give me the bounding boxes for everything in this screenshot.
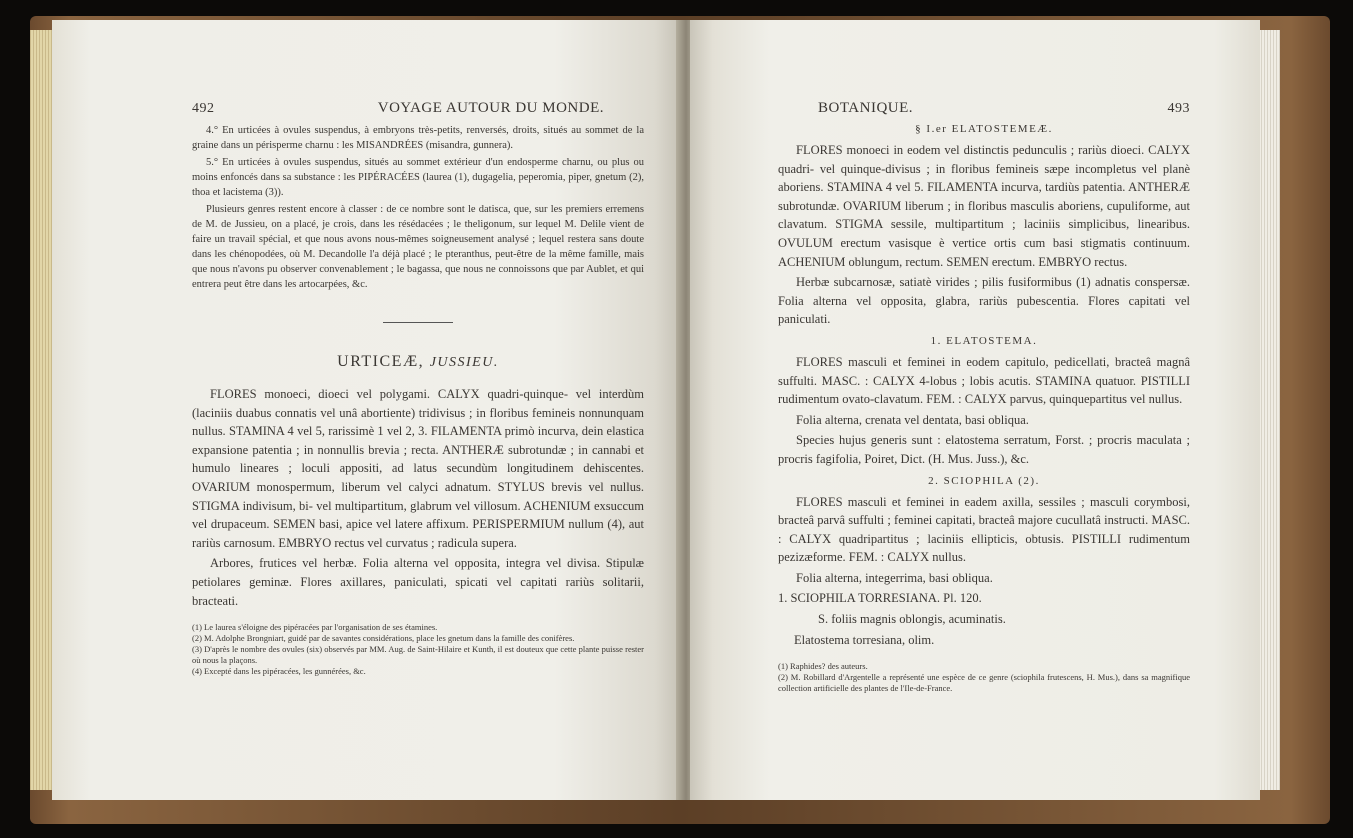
left-page [52,20,680,800]
paragraph: FLORES monoeci, dioeci vel polygami. CALYX quadri-quinque- vel interdùm (laciniis duabus connatis vel unâ abortiente) tridivisus ; in floribus femineis nonnunquam nullus. STAMINA 4 vel 5, rarissimè 1 vel 2, 3. FILAMENTA primò incurva, dein elastica expansione patentia ; in nonnullis brevia ; recta. ANTHERÆ subrotundæ ; in cannabi et humulo lineares ; loculi appositi, ad latus secundùm longitudinem dehiscentes. OVARIUM monospermum, liberum vel calyci adnatum. STYLUS brevis vel nullus. STIGMA indivisum, bi- vel multipartitum, glabrum vel villosum. ACHENIUM exsuccum vel drupaceum. SEMEN basi, apice vel latere affixum. PERISPERMIUM nullum (4), aut rariùs carnosum. EMBRYO rectus vel curvatus ; radicula supera. [192,387,644,550]
paragraph: Species hujus generis sunt : elatostema serratum, Forst. ; procris maculata ; procris fagifolia, Poiret, Dict. (H. Mus. Juss.), &c. [778,433,1190,466]
paragraph: FLORES masculi et feminei in eadem axilla, sessiles ; masculi corymbosi, bracteâ parvâ suffulti ; feminei capitati, bracteâ majore cucullatâ instructi. MASC. : CALYX quadripartitus ; laciniis ellipticis, obtusis. PISTILLI rudimentum pezizæforme. FEM. : CALYX nullus. [778,494,1190,565]
footnote: (2) M. Adolphe Brongniart, guidé par de savantes considérations, place les gnetum dans la famille des conifères. [192,633,575,644]
genus-2-text [778,493,1190,588]
paragraph: Folia alterna, integerrima, basi obliqua. [796,570,993,585]
right-page [690,20,1260,800]
section-divider [383,322,453,323]
paragraph: Herbæ subcarnosæ, satiatè virides ; pilis fusiformibus (1) adnatis conspersæ. Folia alterna vel opposita, glabra, rariùs pubescentia. Flores capitati vel paniculati. [778,275,1190,327]
paragraph: 5.° En urticées à ovules suspendus, situés au sommet extérieur d'un endosperme charnu, ou plus ou moins enfoncés dans sa substance : les PIPÉRACÉES (laurea (1), dugagelia, peperomia, piper, gnetum (2), thoa et lacistema (3)). [192,157,644,198]
section-title: URTICEÆ, [337,353,425,370]
footnote: (1) Raphides? des auteurs. [778,661,868,672]
section-heading [192,353,644,371]
species-line: S. foliis magnis oblongis, acuminatis. [818,612,1006,627]
right-footnotes [778,661,1190,694]
right-page-number: 493 [1167,101,1190,116]
paragraph: Plusieurs genres restent encore à classer : de ce nombre sont le datisca, que, sur les premiers erremens de M. de Jussieu, on a placé, je crois, dans les résédacées ; le theligonum, sur lequel M. Delile vient de faire un travail spécial, et que nous avons nous-mêmes soigneusement analysé ; lequel restera sans doute dans les chénopodées, où M. Decandolle l'a déjà placé ; le pteranthus, peut-être de la même famille, mais que nous n'avons pu observer convenablement ; le bagassa, que nous ne connoissons que par Aublet, et qui entrera peut être dans les artocarpées, &c. [192,204,644,290]
species-line: 1. SCIOPHILA TORRESIANA. Pl. 120. [778,591,982,606]
paragraph: FLORES monoeci in eodem vel distinctis pedunculis ; rariùs dioeci. CALYX quadri- vel quinque-divisus ; in floribus femineis sæpe incompletus vel planè aboriens. STAMINA 4 vel 5. FILAMENTA incurva, tardiùs patentia. ANTHERÆ subrotundæ. OVARIUM liberum ; in floribus masculis aboriens, cupuliforme, aut clavatum. STIGMA sessile, multipartitum ; laciniis simplicibus, linearibus. OVULUM erectum vasisque è vertice ortis cum basi stigmatis continuum. ACHENIUM oblungum, rectum. SEMEN erectum. EMBRYO rectus. [778,143,1190,269]
left-footnotes [192,622,644,677]
page-edges-right [1258,30,1280,790]
genus-1-text [778,353,1190,469]
footnote: (3) D'après le nombre des ovules (six) observés par MM. Aug. de Saint-Hilaire et Kunth, il est douteux que cette plante puisse rester où nous la plaçons. [192,644,644,666]
footnote: (4) Excepté dans les pipéracées, les gunnérées, &c. [192,666,366,677]
section-author: JUSSIEU. [429,355,499,370]
right-running-head [778,100,1190,117]
paragraph: 4.° En urticées à ovules suspendus, à embryons très-petits, renversés, droits, situés au sommet de la graine dans un périsperme charnu : les MISANDRÉES (misandra, gunnera). [192,125,644,151]
paragraph: Folia alterna, crenata vel dentata, basi obliqua. [796,412,1029,427]
right-running-title: BOTANIQUE. [818,100,914,116]
left-main-text [192,385,644,610]
left-running-head [192,100,644,117]
left-page-number: 492 [192,101,215,116]
species-line: Elatostema torresiana, olim. [794,632,935,647]
genus-heading: 1. ELATOSTEMA. [930,334,1038,347]
paragraph: Arbores, frutices vel herbæ. Folia alterna vel opposita, integra vel divisa. Stipulæ petiolares geminæ. Flores axillares, paniculati, spicati vel capitati rariùs solitarii, bracteati. [192,556,644,608]
species-list [778,589,1190,649]
left-running-title: VOYAGE AUTOUR DU MONDE. [377,100,604,116]
footnote: (1) Le laurea s'éloigne des pipéracées par l'organisation de ses étamines. [192,622,438,633]
left-top-text [192,123,644,292]
paragraph: FLORES masculi et feminei in eodem capitulo, pedicellati, bracteâ magnâ suffulti. MASC. : CALYX 4-lobus ; lobis acutis. STAMINA quatuor. PISTILLI rudimentum ovato-clavatum. FEM. : CALYX parvus, quinquepartitus vel nullus. [778,354,1190,407]
right-intro-text [778,141,1190,329]
section-heading: § I.er ELATOSTEMEÆ. [915,123,1053,135]
genus-heading: 2. SCIOPHILA (2). [928,474,1040,487]
footnote: (2) M. Robillard d'Argentelle a représenté une espèce de ce genre (sciophila frutescens, H. Mus.), dans sa magnifique collection artificielle des plantes de l'Ile-de-France. [778,672,1190,694]
